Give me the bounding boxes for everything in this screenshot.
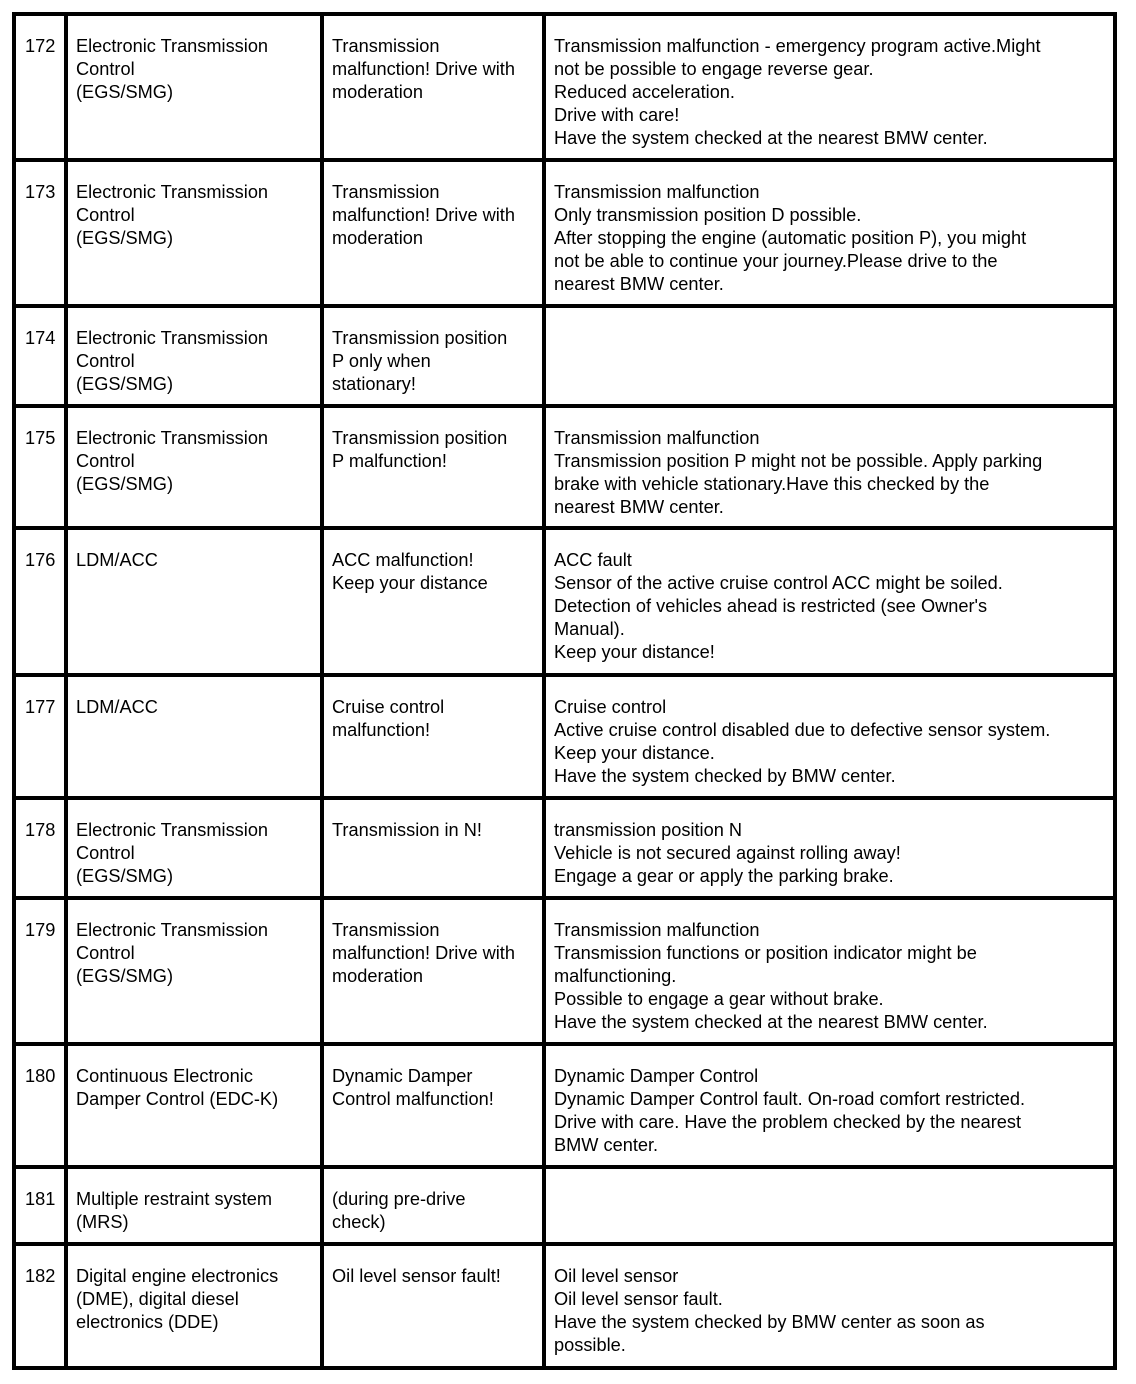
description-line: Only transmission position D possible. (554, 205, 862, 225)
description-line: Transmission malfunction - emergency program active.Might (554, 36, 1041, 56)
code-number-cell: 176 (14, 528, 66, 675)
message-cell (322, 1167, 544, 1244)
system-cell (66, 675, 322, 798)
system-line: (EGS/SMG) (76, 474, 174, 494)
message-cell (322, 1044, 544, 1167)
description-line: Transmission malfunction (554, 920, 760, 940)
system-cell (66, 898, 322, 1044)
description-line: nearest BMW center. (554, 497, 724, 517)
message-line: Transmission position (332, 328, 508, 348)
system-line: Electronic Transmission (76, 328, 269, 348)
description-cell (544, 528, 1115, 675)
description-line: Possible to engage a gear without brake. (554, 989, 884, 1009)
system-line: Electronic Transmission (76, 36, 269, 56)
code-number-cell: 175 (14, 406, 66, 528)
description-line: Oil level sensor (554, 1266, 679, 1286)
message-line: moderation (332, 966, 423, 986)
message-cell (322, 14, 544, 160)
description-line: Reduced acceleration. (554, 82, 735, 102)
message-line: stationary! (332, 374, 416, 394)
description-cell (544, 798, 1115, 898)
message-cell (322, 306, 544, 406)
description-line: Keep your distance! (554, 642, 715, 662)
system-cell (66, 160, 322, 306)
check-control-table (12, 12, 1117, 1370)
description-cell (544, 160, 1115, 306)
code-number-cell: 174 (14, 306, 66, 406)
description-cell (544, 1167, 1115, 1244)
message-line: ACC malfunction! (332, 550, 474, 570)
system-cell (66, 14, 322, 160)
description-line: Detection of vehicles ahead is restricted (see Owner's (554, 596, 988, 616)
system-line: Electronic Transmission (76, 182, 269, 202)
description-line: not be able to continue your journey.Please drive to the (554, 251, 998, 271)
description-line: Transmission position P might not be possible. Apply parking (554, 451, 1043, 471)
system-line: Control (76, 943, 135, 963)
description-line: not be possible to engage reverse gear. (554, 59, 874, 79)
message-line: Keep your distance (332, 573, 488, 593)
table-row (14, 898, 1115, 1044)
description-line: Transmission functions or position indicator might be (554, 943, 977, 963)
description-line: Drive with care! (554, 105, 680, 125)
message-line: Control malfunction! (332, 1089, 494, 1109)
system-cell (66, 406, 322, 528)
table-row (14, 406, 1115, 528)
description-cell (544, 406, 1115, 528)
table-row (14, 14, 1115, 160)
table-row (14, 1044, 1115, 1167)
system-line: Electronic Transmission (76, 820, 269, 840)
table-row (14, 1167, 1115, 1244)
description-cell (544, 898, 1115, 1044)
system-line: electronics (DDE) (76, 1312, 219, 1332)
message-cell (322, 898, 544, 1044)
system-line: Damper Control (EDC-K) (76, 1089, 279, 1109)
code-number-cell: 180 (14, 1044, 66, 1167)
message-line: Transmission position (332, 428, 508, 448)
system-line: (EGS/SMG) (76, 374, 174, 394)
system-line: Control (76, 451, 135, 471)
system-line: Electronic Transmission (76, 920, 269, 940)
system-cell (66, 1244, 322, 1368)
system-line: Control (76, 59, 135, 79)
table-row (14, 160, 1115, 306)
description-line: Cruise control (554, 697, 667, 717)
message-line: malfunction! Drive with (332, 59, 515, 79)
description-line: BMW center. (554, 1135, 659, 1155)
description-line: Engage a gear or apply the parking brake. (554, 866, 894, 886)
description-cell (544, 1044, 1115, 1167)
system-cell (66, 528, 322, 675)
description-line: Have the system checked at the nearest BMW center. (554, 128, 988, 148)
message-cell (322, 160, 544, 306)
system-line: (EGS/SMG) (76, 82, 174, 102)
description-line: Active cruise control disabled due to defective sensor system. (554, 720, 1051, 740)
description-cell (544, 1244, 1115, 1368)
message-line: Transmission (332, 920, 440, 940)
message-line: malfunction! Drive with (332, 205, 515, 225)
description-cell (544, 306, 1115, 406)
system-line: (EGS/SMG) (76, 228, 174, 248)
table-row (14, 675, 1115, 798)
table-row (14, 1244, 1115, 1368)
description-cell (544, 675, 1115, 798)
system-line: Electronic Transmission (76, 428, 269, 448)
message-line: moderation (332, 228, 423, 248)
message-line: Oil level sensor fault! (332, 1266, 501, 1286)
system-line: (EGS/SMG) (76, 866, 174, 886)
system-line: Control (76, 205, 135, 225)
description-line: Have the system checked by BMW center as soon as (554, 1312, 985, 1332)
system-cell (66, 1044, 322, 1167)
message-line: check) (332, 1212, 386, 1232)
system-line: (MRS) (76, 1212, 129, 1232)
message-cell (322, 1244, 544, 1368)
description-line: Vehicle is not secured against rolling away! (554, 843, 901, 863)
message-line: Dynamic Damper (332, 1066, 473, 1086)
system-cell (66, 1167, 322, 1244)
system-line: (DME), digital diesel (76, 1289, 239, 1309)
table-row (14, 798, 1115, 898)
message-line: Transmission (332, 182, 440, 202)
system-line: Control (76, 843, 135, 863)
description-line: Manual). (554, 619, 625, 639)
system-line: LDM/ACC (76, 550, 158, 570)
system-line: Multiple restraint system (76, 1189, 273, 1209)
system-cell (66, 798, 322, 898)
description-cell (544, 14, 1115, 160)
system-line: Control (76, 351, 135, 371)
description-line: Drive with care. Have the problem checked by the nearest (554, 1112, 1022, 1132)
code-number-cell: 172 (14, 14, 66, 160)
code-number-cell: 182 (14, 1244, 66, 1368)
message-line: Cruise control (332, 697, 445, 717)
description-line: After stopping the engine (automatic position P), you might (554, 228, 1027, 248)
system-line: Digital engine electronics (76, 1266, 279, 1286)
system-line: Continuous Electronic (76, 1066, 253, 1086)
message-line: P malfunction! (332, 451, 447, 471)
code-number-cell: 181 (14, 1167, 66, 1244)
description-line: Keep your distance. (554, 743, 715, 763)
message-line: P only when (332, 351, 431, 371)
description-line: malfunctioning. (554, 966, 677, 986)
description-line: brake with vehicle stationary.Have this checked by the (554, 474, 990, 494)
description-line: Have the system checked at the nearest BMW center. (554, 1012, 988, 1032)
message-line: malfunction! (332, 720, 431, 740)
message-line: (during pre-drive (332, 1189, 466, 1209)
message-cell (322, 528, 544, 675)
message-line: Transmission in N! (332, 820, 482, 840)
message-cell (322, 675, 544, 798)
description-line: nearest BMW center. (554, 274, 724, 294)
system-line: (EGS/SMG) (76, 966, 174, 986)
message-line: Transmission (332, 36, 440, 56)
table-row (14, 528, 1115, 675)
table-row (14, 306, 1115, 406)
system-cell (66, 306, 322, 406)
description-line: possible. (554, 1335, 626, 1355)
message-cell (322, 798, 544, 898)
description-line: Transmission malfunction (554, 182, 760, 202)
code-number-cell: 179 (14, 898, 66, 1044)
code-number-cell: 173 (14, 160, 66, 306)
table-body (14, 14, 1115, 1368)
code-number-cell: 177 (14, 675, 66, 798)
code-number-cell: 178 (14, 798, 66, 898)
system-line: LDM/ACC (76, 697, 158, 717)
description-line: Dynamic Damper Control fault. On-road comfort restricted. (554, 1089, 1026, 1109)
description-line: Oil level sensor fault. (554, 1289, 723, 1309)
description-line: Transmission malfunction (554, 428, 760, 448)
message-line: moderation (332, 82, 423, 102)
message-cell (322, 406, 544, 528)
description-line: Sensor of the active cruise control ACC might be soiled. (554, 573, 1003, 593)
description-line: Have the system checked by BMW center. (554, 766, 896, 786)
description-line: transmission position N (554, 820, 743, 840)
message-line: malfunction! Drive with (332, 943, 515, 963)
description-line: Dynamic Damper Control (554, 1066, 759, 1086)
description-line: ACC fault (554, 550, 632, 570)
